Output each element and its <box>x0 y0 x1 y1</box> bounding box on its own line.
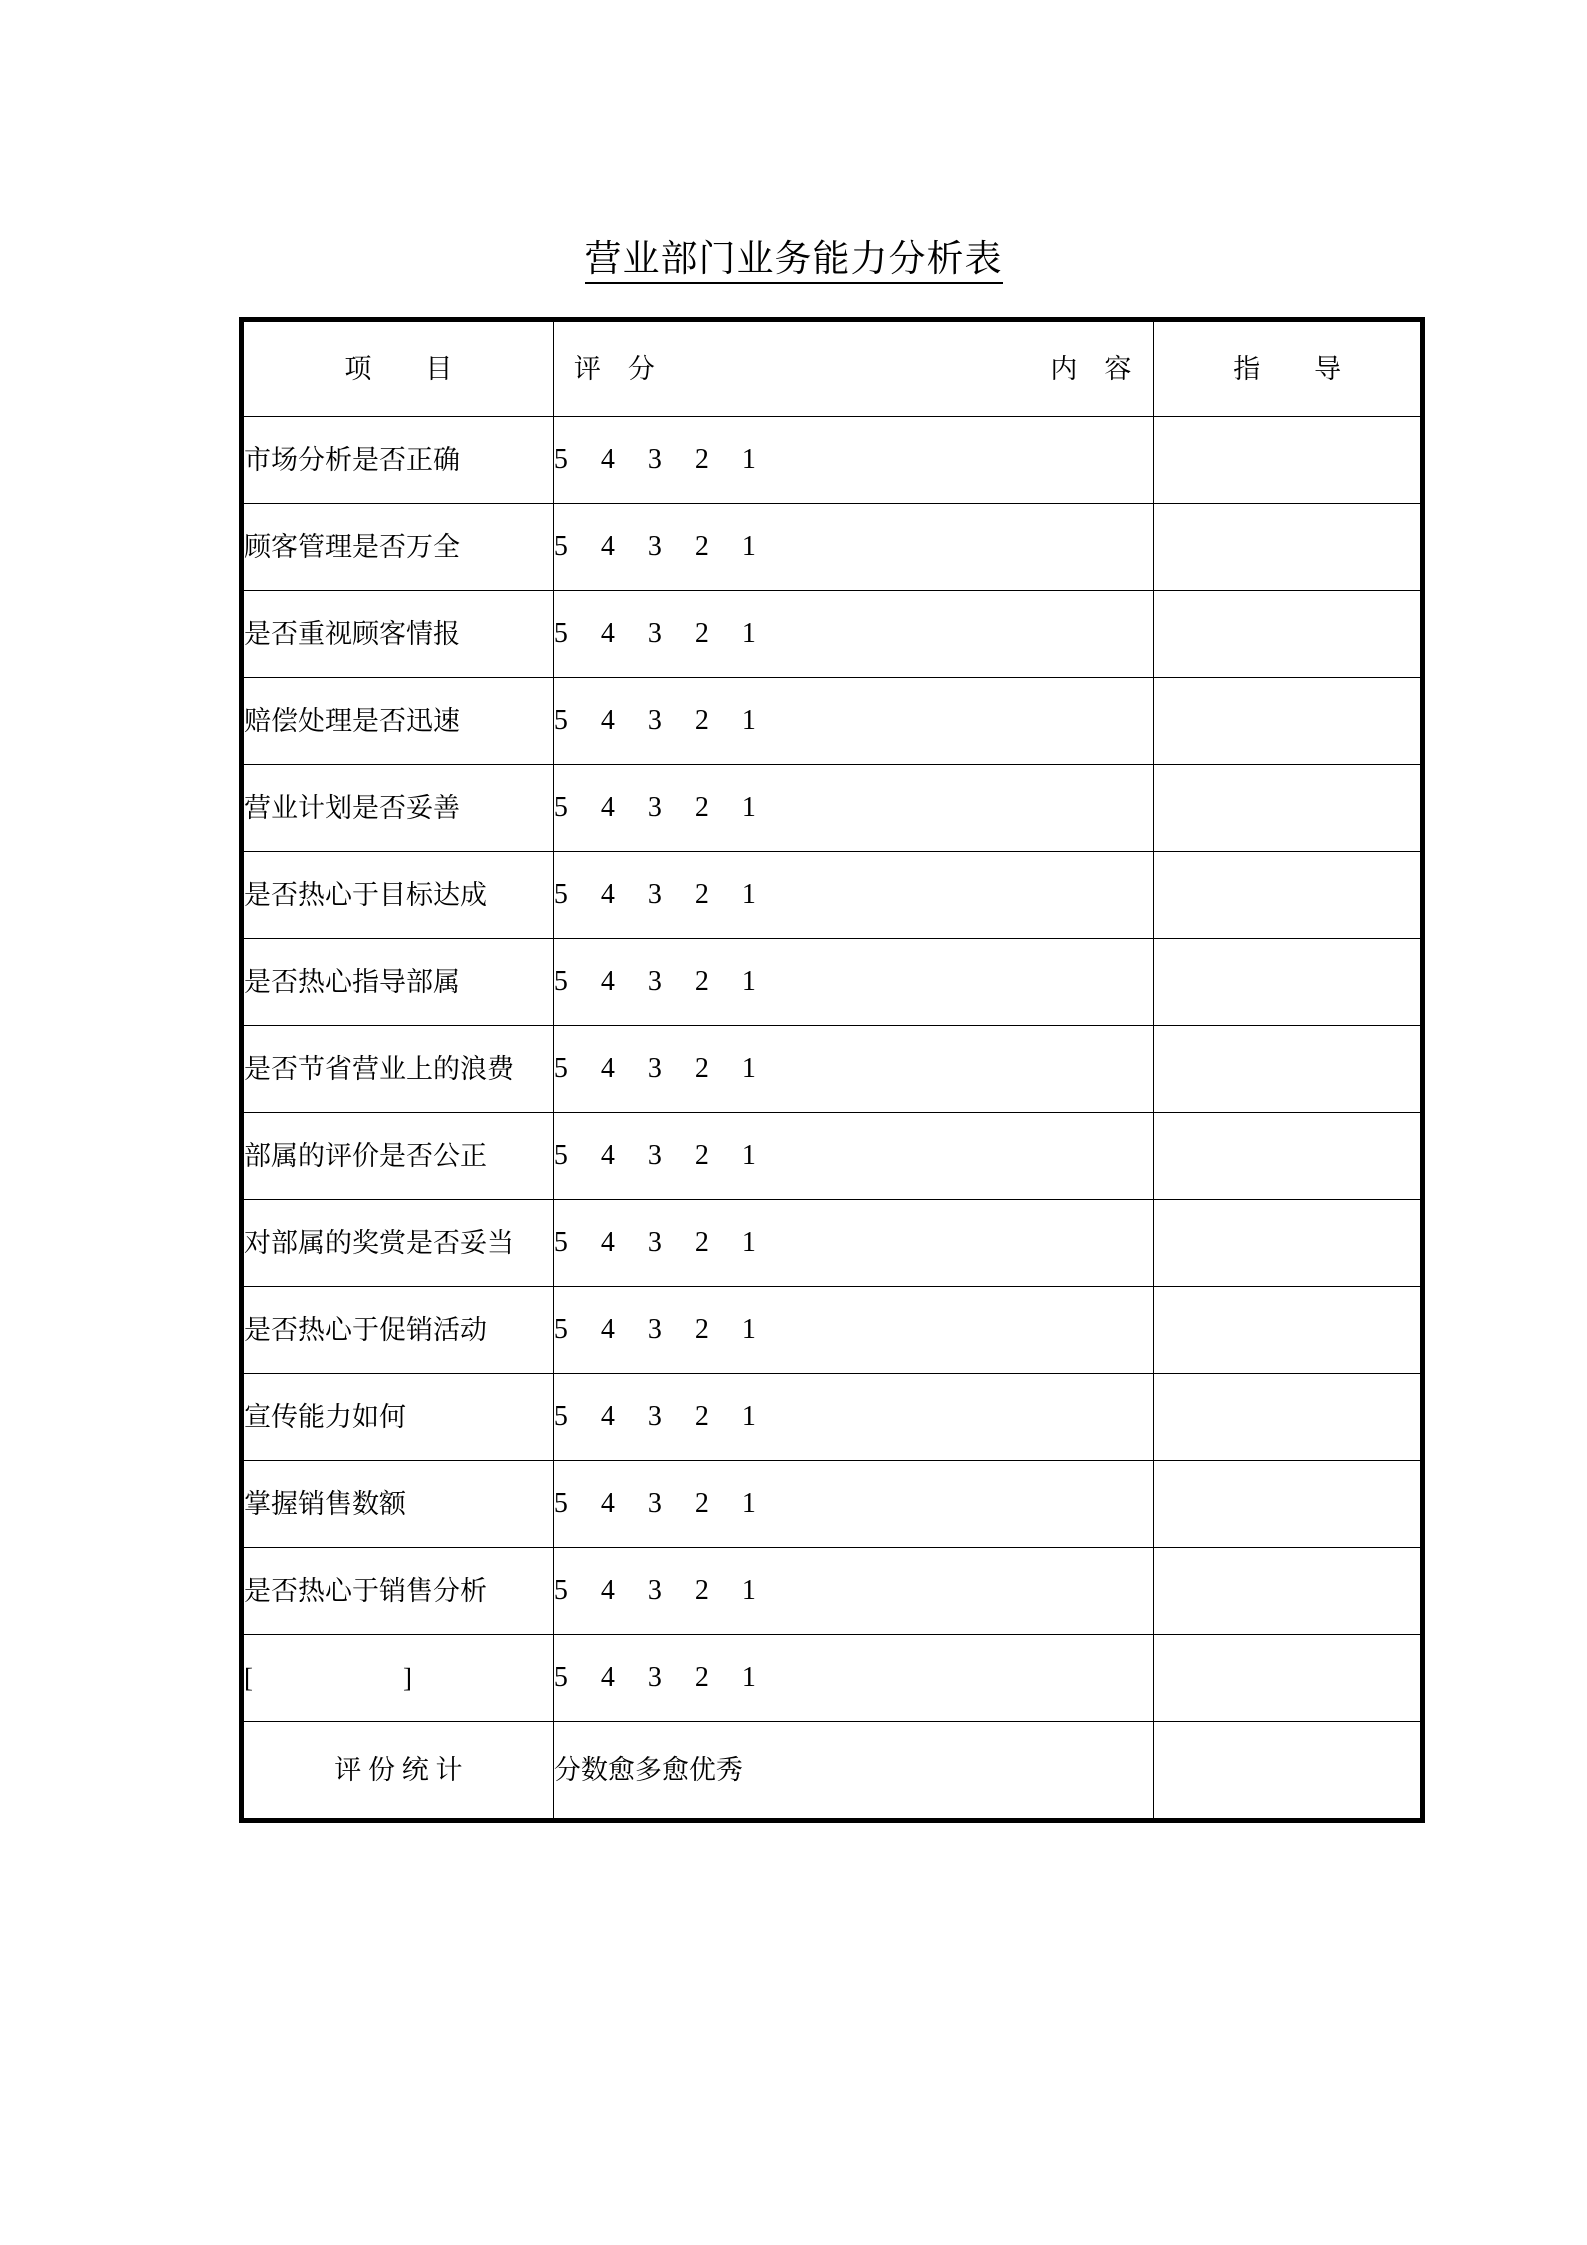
header-cell-item <box>244 322 554 417</box>
score-scale-cell[interactable] <box>553 1548 1154 1635</box>
score-option[interactable]: 1 <box>741 444 756 476</box>
score-option[interactable]: 5 <box>553 1575 568 1607</box>
score-option[interactable]: 3 <box>647 618 662 650</box>
table-row <box>244 591 1421 678</box>
item-label-cell: 是否热心指导部属 <box>244 939 554 1026</box>
item-label-cell: 宣传能力如何 <box>244 1374 554 1461</box>
item-label-cell: 对部属的奖赏是否妥当 <box>244 1200 554 1287</box>
score-option[interactable]: 5 <box>553 792 568 824</box>
score-option[interactable]: 4 <box>600 1401 615 1433</box>
score-scale <box>554 791 789 825</box>
table-header-row <box>244 322 1421 417</box>
score-scale-cell[interactable] <box>553 1287 1154 1374</box>
score-option[interactable]: 5 <box>553 1314 568 1346</box>
score-option[interactable]: 5 <box>553 444 568 476</box>
score-scale-cell[interactable] <box>553 1026 1154 1113</box>
score-scale-cell[interactable] <box>553 939 1154 1026</box>
score-option[interactable]: 2 <box>694 1401 709 1433</box>
header-label-guide: 指 导 <box>1233 353 1342 384</box>
score-scale-cell[interactable] <box>553 1200 1154 1287</box>
score-option[interactable]: 3 <box>647 879 662 911</box>
score-option[interactable]: 1 <box>741 705 756 737</box>
score-option[interactable]: 3 <box>647 1140 662 1172</box>
score-option[interactable]: 2 <box>694 792 709 824</box>
score-option[interactable]: 2 <box>694 444 709 476</box>
score-scale <box>554 1400 789 1434</box>
table-row <box>244 1374 1421 1461</box>
guidance-cell[interactable] <box>1154 417 1421 504</box>
score-scale <box>554 1313 789 1347</box>
score-option[interactable]: 3 <box>647 1575 662 1607</box>
guidance-cell[interactable] <box>1154 1113 1421 1200</box>
item-label-cell: 掌握销售数额 <box>244 1461 554 1548</box>
score-option[interactable]: 2 <box>694 1053 709 1085</box>
score-option[interactable]: 5 <box>553 1401 568 1433</box>
score-option[interactable]: 1 <box>741 1662 756 1694</box>
score-option[interactable]: 1 <box>741 1488 756 1520</box>
score-option[interactable]: 2 <box>694 879 709 911</box>
score-option[interactable]: 5 <box>553 1227 568 1259</box>
score-scale-cell[interactable] <box>553 504 1154 591</box>
table-row <box>244 1287 1421 1374</box>
score-option[interactable]: 1 <box>741 792 756 824</box>
header-label-item: 项 目 <box>344 353 453 384</box>
item-label-cell: 顾客管理是否万全 <box>244 504 554 591</box>
score-option[interactable]: 5 <box>553 966 568 998</box>
table-row <box>244 1548 1421 1635</box>
score-option[interactable]: 5 <box>553 531 568 563</box>
score-scale <box>554 878 789 912</box>
score-option[interactable]: 4 <box>600 444 615 476</box>
score-scale-cell[interactable] <box>553 417 1154 504</box>
score-scale-cell[interactable] <box>553 1461 1154 1548</box>
score-option[interactable]: 4 <box>600 1662 615 1694</box>
analysis-table-body <box>244 322 1421 1819</box>
score-option[interactable]: 2 <box>694 1488 709 1520</box>
score-scale <box>554 1487 789 1521</box>
score-option[interactable]: 5 <box>553 1140 568 1172</box>
item-label-cell: 是否节省营业上的浪费 <box>244 1026 554 1113</box>
guidance-cell[interactable] <box>1154 1461 1421 1548</box>
score-scale <box>554 1226 789 1260</box>
item-label-cell: 是否热心于销售分析 <box>244 1548 554 1635</box>
guidance-cell[interactable] <box>1154 765 1421 852</box>
score-option[interactable]: 4 <box>600 1140 615 1172</box>
score-scale <box>554 965 789 999</box>
score-option[interactable]: 1 <box>741 1227 756 1259</box>
score-option[interactable]: 2 <box>694 1140 709 1172</box>
score-option[interactable]: 1 <box>741 1140 756 1172</box>
score-scale <box>554 530 789 564</box>
score-option[interactable]: 5 <box>553 1053 568 1085</box>
guidance-cell[interactable] <box>1154 1287 1421 1374</box>
score-option[interactable]: 1 <box>741 1314 756 1346</box>
score-scale-cell[interactable] <box>553 1113 1154 1200</box>
guidance-cell[interactable] <box>1154 1200 1421 1287</box>
score-scale <box>554 1052 789 1086</box>
score-scale-cell[interactable] <box>553 765 1154 852</box>
score-option[interactable]: 5 <box>553 879 568 911</box>
score-scale <box>554 443 789 477</box>
table-row <box>244 417 1421 504</box>
table-row <box>244 504 1421 591</box>
score-option[interactable]: 1 <box>741 966 756 998</box>
score-scale <box>554 1139 789 1173</box>
score-scale-cell[interactable] <box>553 1374 1154 1461</box>
analysis-table <box>243 321 1421 1819</box>
score-scale <box>554 1661 789 1695</box>
score-option[interactable]: 1 <box>741 1053 756 1085</box>
guidance-cell[interactable] <box>1154 1635 1421 1722</box>
score-option[interactable]: 4 <box>600 879 615 911</box>
table-row <box>244 1113 1421 1200</box>
guidance-cell[interactable] <box>1154 678 1421 765</box>
header-label-content: 内 容 <box>1050 353 1132 384</box>
guidance-cell[interactable] <box>1154 504 1421 591</box>
score-option[interactable]: 1 <box>741 879 756 911</box>
score-option[interactable]: 5 <box>553 1662 568 1694</box>
table-row <box>244 765 1421 852</box>
score-option[interactable]: 4 <box>600 1575 615 1607</box>
score-option[interactable]: 2 <box>694 966 709 998</box>
score-option[interactable]: 5 <box>553 705 568 737</box>
guidance-cell[interactable] <box>1154 852 1421 939</box>
score-scale-cell[interactable] <box>553 591 1154 678</box>
summary-label: 评 份 统 计 <box>244 1722 554 1819</box>
item-label-cell: 部属的评价是否公正 <box>244 1113 554 1200</box>
score-option[interactable]: 4 <box>600 1314 615 1346</box>
score-option[interactable]: 3 <box>647 444 662 476</box>
item-label-cell: 赔偿处理是否迅速 <box>244 678 554 765</box>
page-title <box>0 228 1587 282</box>
table-row <box>244 939 1421 1026</box>
score-option[interactable]: 2 <box>694 1227 709 1259</box>
score-scale <box>554 617 789 651</box>
score-option[interactable]: 3 <box>647 792 662 824</box>
score-option[interactable]: 4 <box>600 966 615 998</box>
score-option[interactable]: 4 <box>600 792 615 824</box>
score-option[interactable]: 2 <box>694 531 709 563</box>
score-option[interactable]: 3 <box>647 1488 662 1520</box>
score-scale-cell[interactable] <box>553 852 1154 939</box>
score-option[interactable]: 2 <box>694 1575 709 1607</box>
score-option[interactable]: 3 <box>647 1662 662 1694</box>
score-option[interactable]: 2 <box>694 705 709 737</box>
guidance-cell[interactable] <box>1154 1548 1421 1635</box>
item-label-cell: 是否热心于目标达成 <box>244 852 554 939</box>
score-option[interactable]: 3 <box>647 1401 662 1433</box>
custom-item-input-cell[interactable] <box>244 1635 554 1722</box>
header-label-score: 评 分 <box>573 353 655 384</box>
score-option[interactable]: 1 <box>741 1401 756 1433</box>
score-option[interactable]: 4 <box>600 1488 615 1520</box>
score-option[interactable]: 3 <box>647 1314 662 1346</box>
score-scale-cell[interactable] <box>553 678 1154 765</box>
guidance-cell[interactable] <box>1154 591 1421 678</box>
score-option[interactable]: 1 <box>741 1575 756 1607</box>
score-option[interactable]: 1 <box>741 618 756 650</box>
header-cell-score <box>553 322 1154 417</box>
table-row <box>244 1026 1421 1113</box>
summary-note: 分数愈多愈优秀 <box>553 1722 1154 1819</box>
bracket-close: ] <box>403 1662 412 1693</box>
score-option[interactable]: 4 <box>600 1227 615 1259</box>
score-option[interactable]: 3 <box>647 531 662 563</box>
score-option[interactable]: 3 <box>647 705 662 737</box>
page-title-text: 营业部门业务能力分析表 <box>585 238 1003 284</box>
item-label-cell: 营业计划是否妥善 <box>244 765 554 852</box>
item-label-cell: 市场分析是否正确 <box>244 417 554 504</box>
table-row <box>244 1200 1421 1287</box>
score-option[interactable]: 4 <box>600 1053 615 1085</box>
bracket-open: [ <box>244 1662 253 1693</box>
score-option[interactable]: 3 <box>647 966 662 998</box>
score-option[interactable]: 5 <box>553 1488 568 1520</box>
analysis-table-container <box>239 317 1425 1823</box>
header-cell-guide <box>1154 322 1421 417</box>
score-scale <box>554 1574 789 1608</box>
summary-guidance-cell[interactable] <box>1154 1722 1421 1819</box>
score-option[interactable]: 2 <box>694 618 709 650</box>
score-option[interactable]: 3 <box>647 1053 662 1085</box>
score-option[interactable]: 5 <box>553 618 568 650</box>
score-option[interactable]: 1 <box>741 531 756 563</box>
score-scale-cell[interactable] <box>553 1635 1154 1722</box>
guidance-cell[interactable] <box>1154 1374 1421 1461</box>
table-row <box>244 1461 1421 1548</box>
guidance-cell[interactable] <box>1154 1026 1421 1113</box>
item-label-cell: 是否热心于促销活动 <box>244 1287 554 1374</box>
item-label-cell: 是否重视顾客情报 <box>244 591 554 678</box>
table-summary-row <box>244 1722 1421 1819</box>
score-option[interactable]: 4 <box>600 531 615 563</box>
table-row-blank <box>244 1635 1421 1722</box>
score-scale <box>554 704 789 738</box>
score-option[interactable]: 4 <box>600 705 615 737</box>
guidance-cell[interactable] <box>1154 939 1421 1026</box>
score-option[interactable]: 4 <box>600 618 615 650</box>
score-option[interactable]: 2 <box>694 1314 709 1346</box>
score-option[interactable]: 3 <box>647 1227 662 1259</box>
table-row <box>244 678 1421 765</box>
table-row <box>244 852 1421 939</box>
score-option[interactable]: 2 <box>694 1662 709 1694</box>
